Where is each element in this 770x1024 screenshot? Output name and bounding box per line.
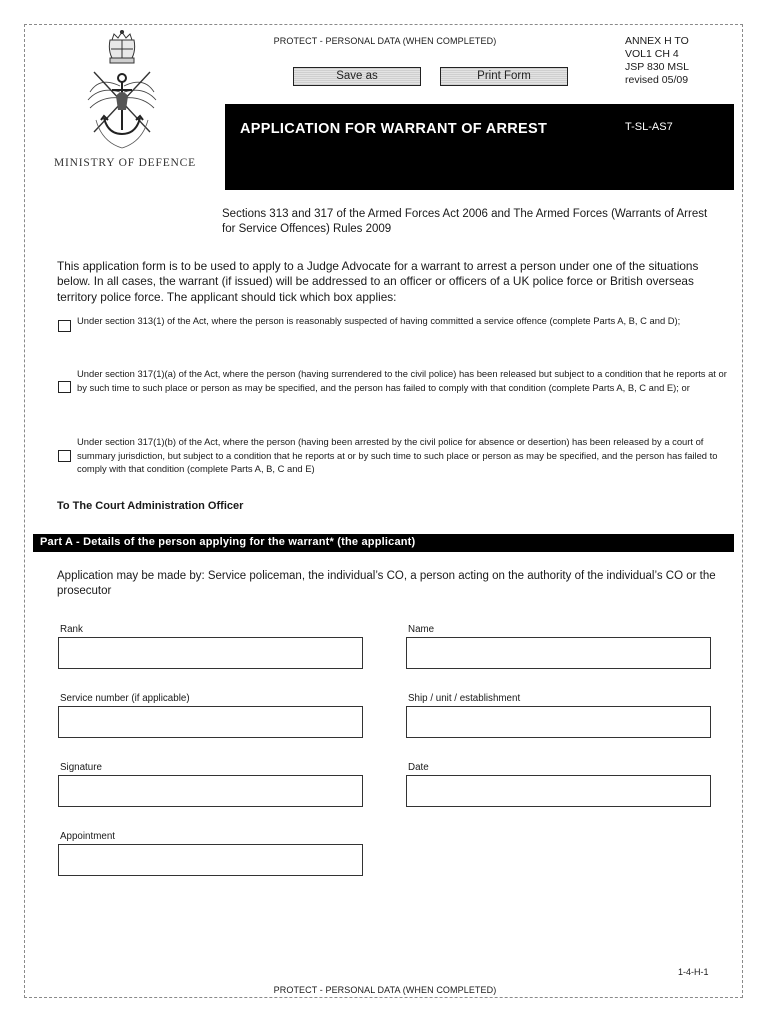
option-checkbox-317-1b[interactable] — [58, 450, 71, 462]
annex-line: VOL1 CH 4 — [625, 48, 679, 60]
annex-line: ANNEX H TO — [625, 35, 689, 47]
appointment-label: Appointment — [60, 831, 116, 842]
ministry-of-defence-wordmark: MINISTRY OF DEFENCE — [54, 157, 196, 169]
ship-unit-label: Ship / unit / establishment — [408, 693, 521, 704]
form-code: T-SL-AS7 — [625, 121, 673, 133]
option-checkbox-313-1[interactable] — [58, 320, 71, 332]
part-a-title: Part A - Details of the person applying for the warrant* (the applicant) — [40, 536, 416, 548]
form-title: APPLICATION FOR WARRANT OF ARREST — [240, 121, 548, 137]
service-number-label: Service number (if applicable) — [60, 693, 190, 704]
intro-paragraph: This application form is to be used to apply to a Judge Advocate for a warrant to arrest a person under one of the situations below. In all cases, the warrant (if issued) will be addressed to an officer or officers of a UK police force or British overseas territory police force. The applicant should tick which box applies: — [57, 259, 699, 304]
option-checkbox-317-1a[interactable] — [58, 381, 71, 393]
print-form-button[interactable]: Print Form — [440, 67, 568, 86]
protect-marking-bottom: PROTECT - PERSONAL DATA (WHEN COMPLETED) — [273, 985, 497, 995]
option-text-317-1b: Under section 317(1)(b) of the Act, where the person (having been arrested by the civil police for absence or desertion) has been released by a court of summary jurisdiction, but subject to a condition that he reports at or by such time to such place or person as may be specified, and the person has failed to comply with that condition (complete Parts A, B, C and E) — [77, 436, 718, 474]
title-banner — [225, 104, 734, 190]
name-field[interactable] — [406, 637, 711, 669]
rank-field[interactable] — [58, 637, 363, 669]
name-label: Name — [408, 624, 435, 635]
signature-label: Signature — [60, 762, 102, 773]
ship-unit-field[interactable] — [406, 706, 711, 738]
date-field[interactable] — [406, 775, 711, 807]
legislation-reference: Sections 313 and 317 of the Armed Forces Act 2006 and The Armed Forces (Warrants of Arrest for Service Offences) Rules 2009 — [222, 208, 708, 235]
protect-marking-top: PROTECT - PERSONAL DATA (WHEN COMPLETED) — [273, 36, 497, 46]
service-number-field[interactable] — [58, 706, 363, 738]
date-label: Date — [408, 762, 429, 773]
mod-crest-logo — [72, 30, 172, 154]
rank-label: Rank — [60, 624, 83, 635]
appointment-field[interactable] — [58, 844, 363, 876]
application-by-text: Application may be made by: Service policeman, the individual’s CO, a person acting on the authority of the individual’s CO or the prosecutor — [57, 570, 716, 597]
annex-line: JSP 830 MSL — [625, 61, 690, 73]
addressee-heading: To The Court Administration Officer — [57, 500, 244, 512]
save-as-button[interactable]: Save as — [293, 67, 421, 86]
annex-reference — [625, 35, 689, 87]
signature-field[interactable] — [58, 775, 363, 807]
option-text-317-1a: Under section 317(1)(a) of the Act, where the person (having surrendered to the civil police) has been released but subject to a condition that he reports at or by such time to such place or person as may be specified, and the person has failed to comply with that condition (complete Parts A, B, C and E); or — [77, 368, 727, 393]
page-number: 1-4-H-1 — [678, 967, 709, 977]
option-text-313-1: Under section 313(1) of the Act, where the person is reasonably suspected of having committed a service offence (complete Parts A, B, C and D); — [77, 315, 681, 326]
annex-line: revised 05/09 — [625, 74, 689, 86]
crest-icon — [72, 30, 172, 154]
